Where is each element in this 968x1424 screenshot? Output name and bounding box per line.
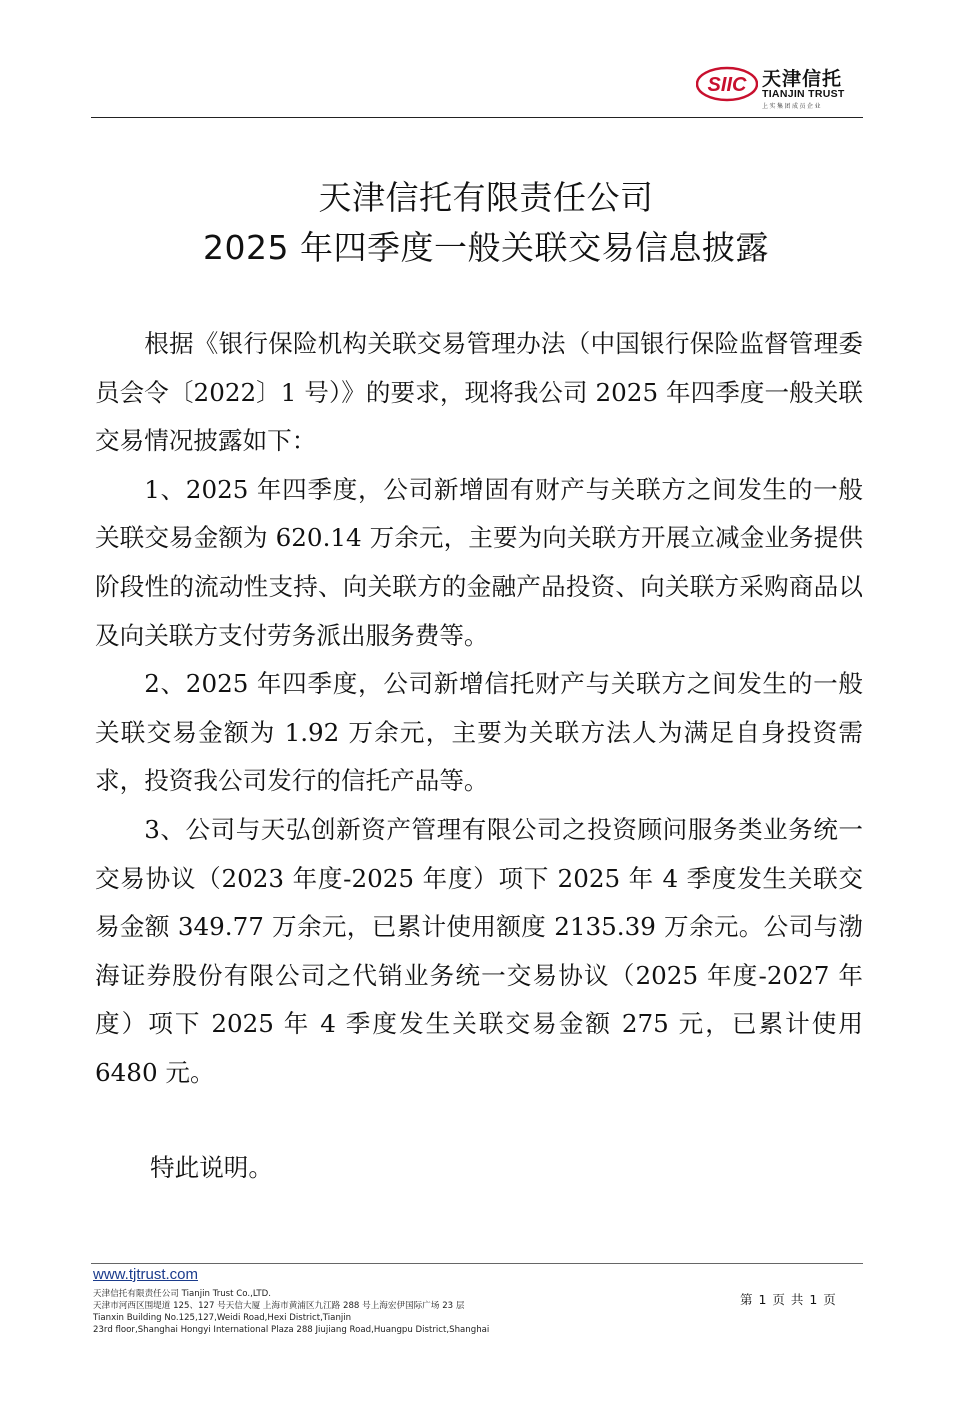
company-logo xyxy=(696,62,866,110)
page-number: 第 1 页 共 1 页 xyxy=(740,1292,837,1307)
footer-address-block xyxy=(93,1288,489,1336)
siic-logo-icon xyxy=(696,66,758,102)
intro-paragraph: 根据《银行保险机构关联交易管理办法（中国银行保险监督管理委员会令〔2022〕1 号）》的要求，现将我公司 2025 年四季度一般关联交易情况披露如下： xyxy=(95,329,863,456)
item-2-paragraph: 2、2025 年四季度，公司新增信托财产与关联方之间发生的一般关联交易金额为 1.92 万余元，主要为关联方法人为满足自身投资需求，投资我公司发行的信托产品等。 xyxy=(95,669,863,796)
footer-address-tianjin-en: Tianxin Building No.125,127,Weidi Road,Hexi District,Tianjin xyxy=(93,1313,352,1323)
document-body xyxy=(95,320,863,1098)
footer-company-name: 天津信托有限责任公司 Tianjin Trust Co.,LTD. xyxy=(93,1289,272,1299)
website-link[interactable]: www.tjtrust.com xyxy=(93,1266,199,1283)
logo-mark-text: SIIC xyxy=(707,74,747,96)
item-1-paragraph: 1、2025 年四季度，公司新增固有财产与关联方之间发生的一般关联交易金额为 620.14 万余元，主要为向关联方开展立减金业务提供阶段性的流动性支持、向关联方的金融产品投资、向关联方采购商品以及向关联方支付劳务派出服务费等。 xyxy=(95,474,863,650)
footer-address-shanghai-en: 23rd floor,Shanghai Hongyi International Plaza 288 Jiujiang Road,Huangpu District,Shanghai xyxy=(93,1325,490,1335)
item-3-paragraph: 3、公司与天弘创新资产管理有限公司之投资顾问服务类业务统一交易协议（2023 年度-2025 年度）项下 2025 年 4 季度发生关联交易金额 349.77 万余元，已累计使用额度 2135.39 万余元。公司与渤海证券股份有限公司之代销业务统一交易协议（2025 年度-2027 年度）项下 2025 年 4 季度发生关联交易金额 275 元，已累计使用 6480 元。 xyxy=(95,814,863,1087)
header-divider xyxy=(91,117,863,118)
closing-statement: 特此说明。 xyxy=(150,1153,273,1182)
footer-address-cn: 天津市河西区围堤道 125、127 号天信大厦 上海市黄浦区九江路 288 号上海宏伊国际广场 23 层 xyxy=(93,1301,465,1311)
document-title-line2: 2025 年四季度一般关联交易信息披露 xyxy=(203,228,769,267)
logo-english-name: TIANJIN TRUST xyxy=(762,88,845,100)
footer-divider xyxy=(91,1263,863,1264)
logo-subtitle: 上实集团成员企业 xyxy=(762,103,823,110)
document-title-line1: 天津信托有限责任公司 xyxy=(318,178,654,217)
logo-chinese-name: 天津信托 xyxy=(762,68,843,90)
